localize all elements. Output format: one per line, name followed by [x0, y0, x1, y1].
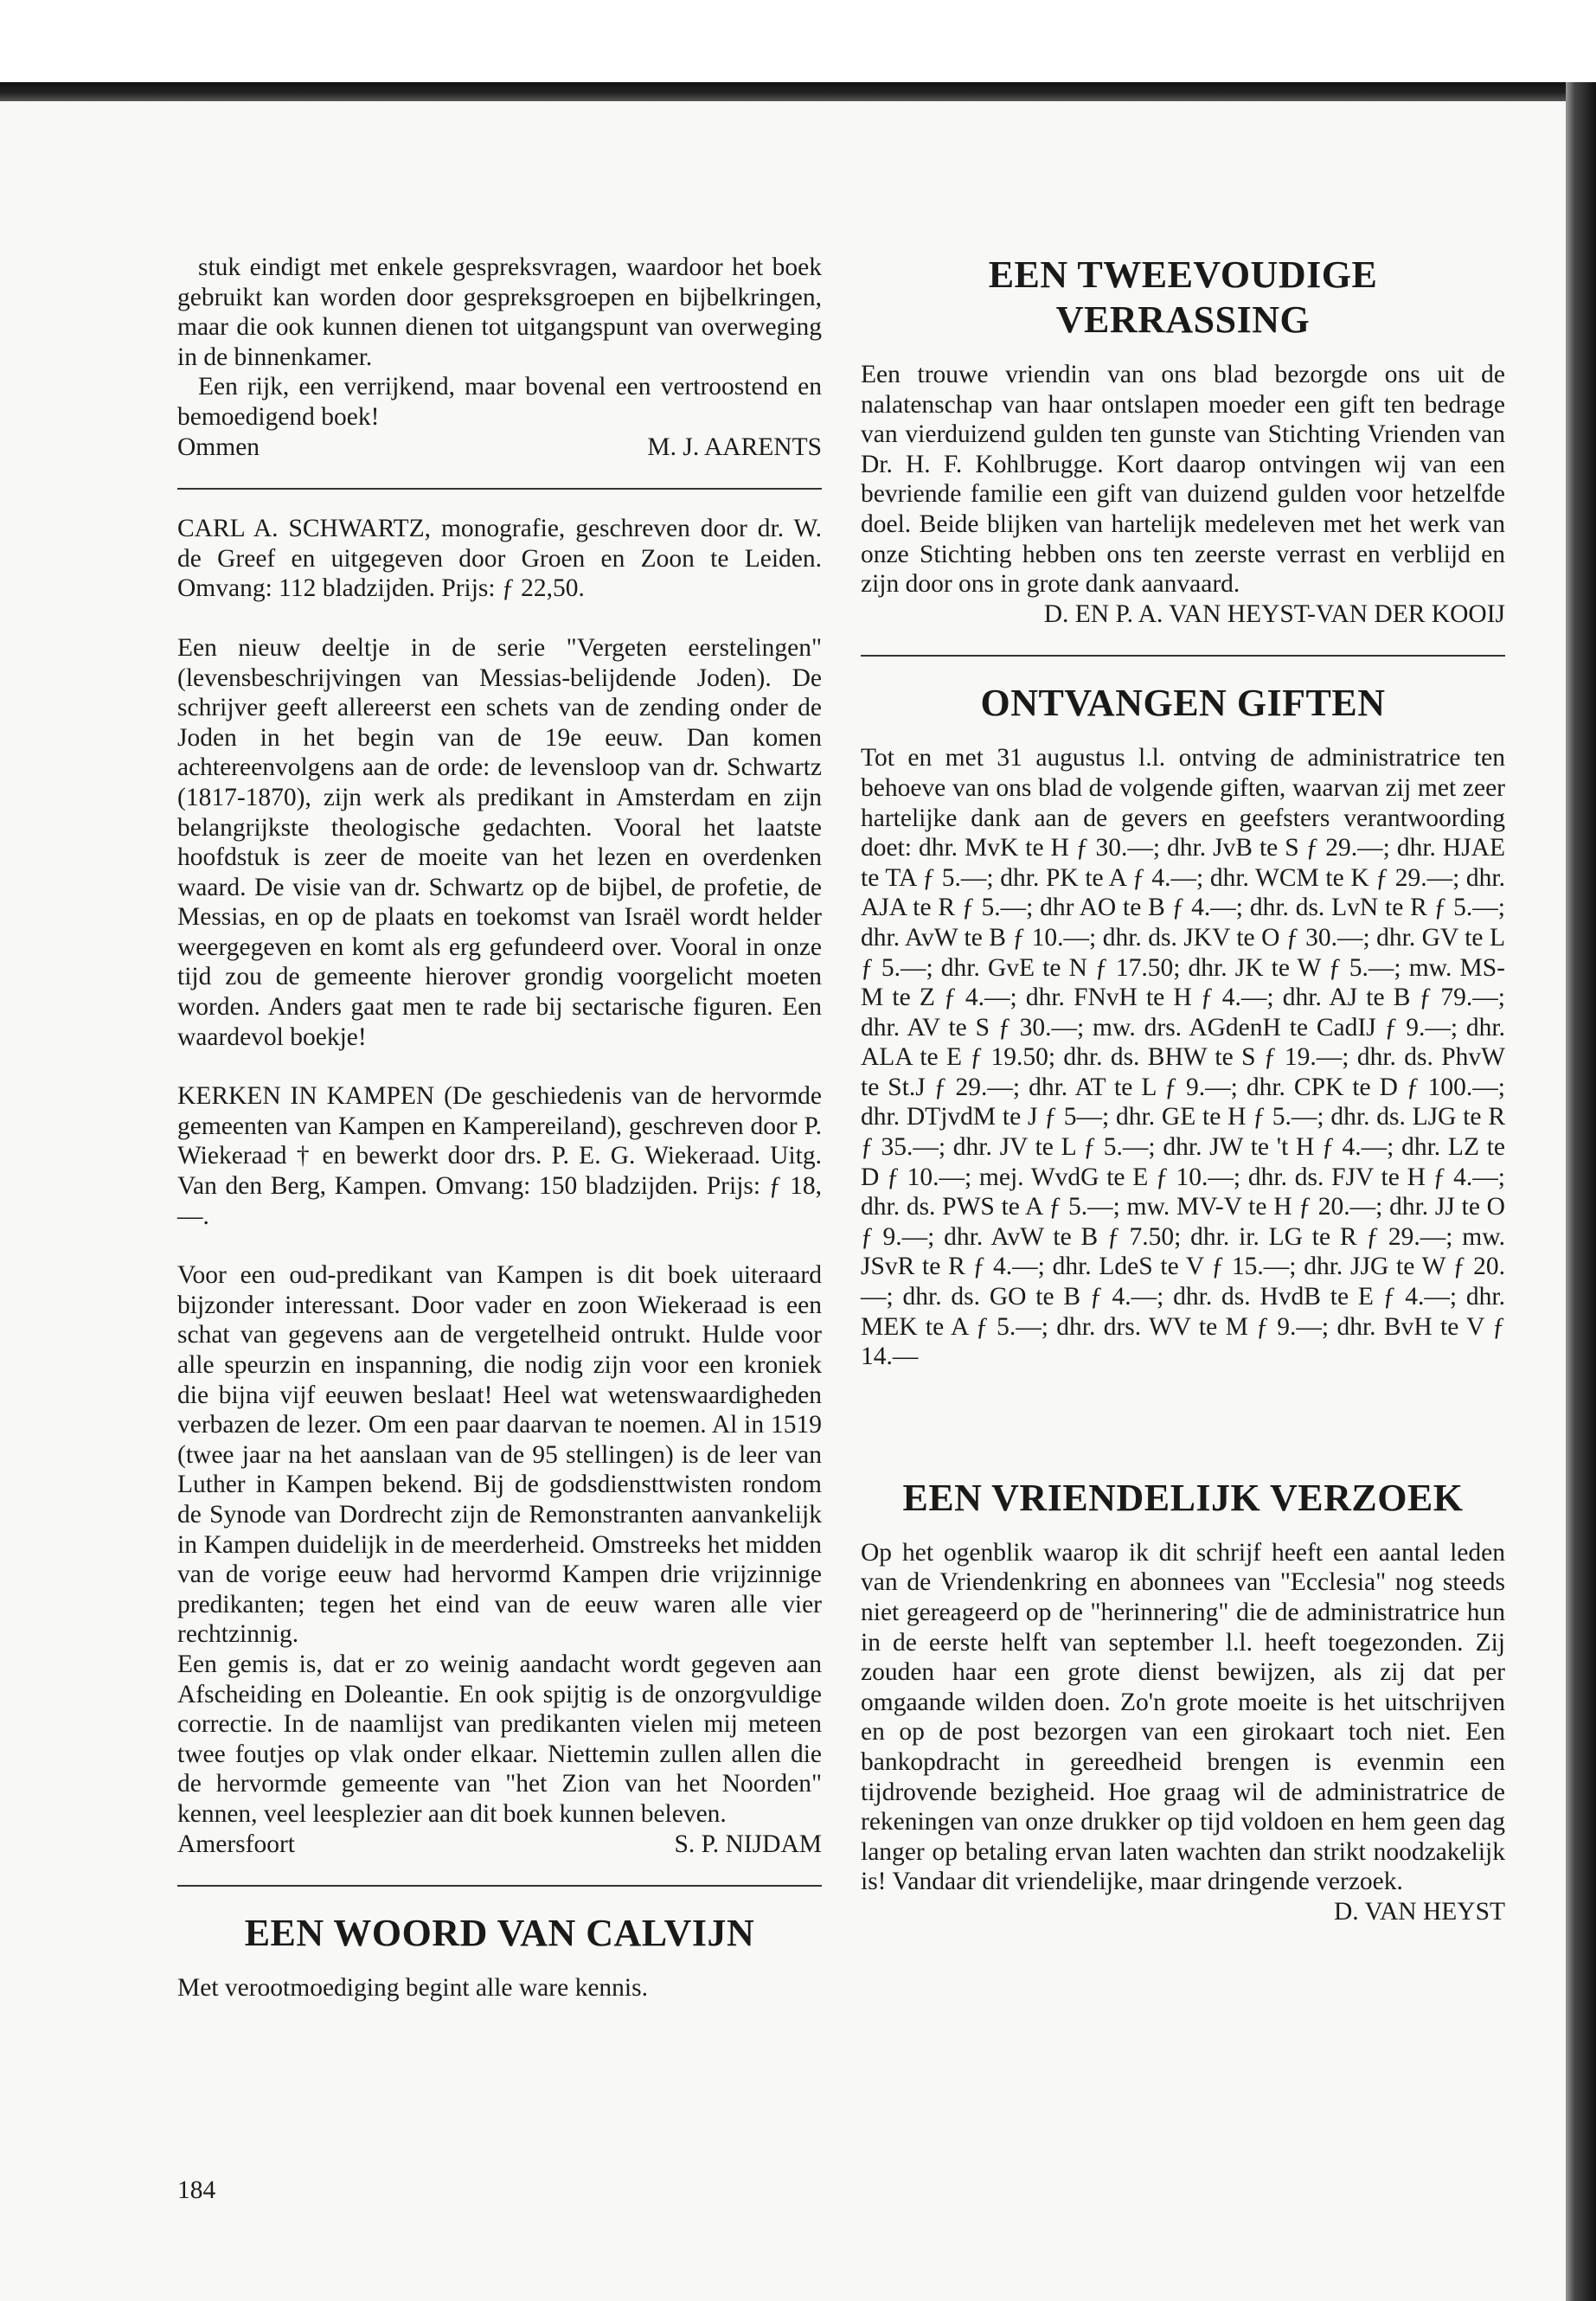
- surprise-title: EEN TWEEVOUDIGE VERRASSING: [988, 253, 1378, 341]
- left-column: [177, 253, 822, 2003]
- donations-list: Tot en met 31 augustus l.l. ontving de administratrice ten behoeve van ons blad de volgende giften, waarvan zij met zeer hartelijke dank aan de gevers en geefsters verantwoording doet: dhr. MvK te H ƒ 30.—; dhr. JvB te S ƒ 29.—; dhr. HJAE te TA ƒ 5.—; dhr. PK te A ƒ 4.—; dhr. WCM te K ƒ 29.—; dhr. AJA te R ƒ 5.—; dhr AO te B ƒ 4.—; dhr. ds. LvN te R ƒ 5.—; dhr. AvW te B ƒ 10.—; dhr. ds. JKV te O ƒ 30.—; dhr. GV te L ƒ 5.—; dhr. GvE te N ƒ 17.50; dhr. JK te W ƒ 5.—; mw. MS-M te Z ƒ 4.—; dhr. FNvH te H ƒ 4.—; dhr. AJ te B ƒ 79.—; dhr. AV te S ƒ 30.—; mw. drs. AGdenH te CadIJ ƒ 9.—; dhr. ALA te E ƒ 19.50; dhr. ds. BHW te S ƒ 19.—; dhr. ds. PhvW te St.J ƒ 29.—; dhr. AT te L ƒ 9.—; dhr. CPK te D ƒ 100.—; dhr. DTjvdM te J ƒ 5—; dhr. GE te H ƒ 5.—; dhr. ds. LJG te R ƒ 35.—; dhr. JV te L ƒ 5.—; dhr. JW te 't H ƒ 4.—; dhr. LZ te D ƒ 10.—; mej. WvdG te E ƒ 10.—; dhr. ds. FJV te H ƒ 4.—; dhr. ds. PWS te A ƒ 5.—; mw. MV-V te H ƒ 20.—; dhr. JJ te O ƒ 9.—; dhr. AvW te B ƒ 7.50; dhr. ir. LG te R ƒ 29.—; mw. JSvR te R ƒ 4.—; dhr. LdeS te V ƒ 15.—; dhr. JJG te W ƒ 20.—; dhr. ds. GO te B ƒ 4.—; dhr. ds. HvdB te E ƒ 4.—; dhr. MEK te A ƒ 5.—; dhr. drs. WV te M ƒ 9.—; dhr. BvH te V ƒ 14.—: [861, 744, 1505, 1371]
- review2-heading: CARL A. SCHWARTZ, monografie, geschreven door dr. W. de Greef en uitgegeven door Groen en Zoon te Leiden. Omvang: 112 bladzijden. Prijs: ƒ 22,50.: [177, 515, 822, 603]
- surprise-body: Een trouwe vriendin van ons blad bezorgde ons uit de nalatenschap van haar ontslapen moeder een gift ten bedrage van vierduizend gulden ten gunste van Stichting Vrienden van Dr. H. F. Kohlbrugge. Kort daarop ontvingen wij van een bevriende familie een gift van duizend gulden voor hetzelfde doel. Beide blijken van hartelijk medeleven met het werk van onze Stichting hebben ons ten zeerste verrast en verblijd en zijn door ons in grote dank aanvaard.: [861, 361, 1505, 599]
- magazine-page: [0, 101, 1566, 2301]
- review3-heading: KERKEN IN KAMPEN (De geschiedenis van de hervormde gemeenten van Kampen en Kampereiland), geschreven door P. Wiekeraad † en bewerkt door drs. P. E. G. Wiekeraad. Uitg. Van den Berg, Kampen. Omvang: 150 bladzijden. Prijs: ƒ 18,—.: [177, 1082, 822, 1230]
- review3-body-1: Voor een oud-predikant van Kampen is dit boek uiteraard bijzonder interessant. Door vader en zoon Wiekeraad is een schat van gegevens aan de vergetelheid ontrukt. Hulde voor alle speurzin en inspanning, die nodig zijn voor een kroniek die bijna vijf eeuwen beslaat! Heel wat wetenswaardigheden verbazen de lezer. Om een paar daarvan te noemen. Al in 1519 (twee jaar na het aanslaan van de 95 stellingen) is de leer van Luther in Kampen bekend. Bij de godsdiensttwisten rondom de Synode van Dordrecht zijn de Remonstranten aanvankelijk in Kampen duidelijk in de meerderheid. Omstreeks het midden van de vorige eeuw had hervormd Kampen drie vrijzinnige predikanten; tegen het eind van de eeuw waren alle vier rechtzinnig.: [177, 1261, 822, 1649]
- scan-edge-top: [0, 82, 1596, 101]
- right-column: [861, 253, 1505, 1927]
- request-title: EEN VRIENDELIJK VERZOEK: [902, 1476, 1464, 1519]
- review3-place: Amersfoort: [177, 1830, 295, 1858]
- scan-edge-right: [1566, 82, 1596, 2301]
- review1-place: Ommen: [177, 433, 260, 461]
- review1-author: M. J. AARENTS: [647, 433, 822, 461]
- page-number: 184: [177, 2176, 216, 2204]
- divider: [861, 655, 1505, 657]
- request-body: Op het ogenblik waarop ik dit schrijf heeft een aantal leden van de Vriendenkring en abonnees van "Ecclesia" nog steeds niet gereageerd op de "herinnering" die de administratrice hun in de eerste helft van september l.l. heeft toegezonden. Zij zouden haar een grote dienst bewijzen, als zij dat per omgaande wilden doen. Zo'n grote moeite is het uitschrijven en op de post bezorgen van een girokaart toch niet. Een bankopdracht in gereedheid brengen is evenmin een tijdrovende bezigheid. Hoe graag wil de administratrice de rekeningen van onze drukker op tijd voldoen en hem geen dag langer op betaling ervan laten wachten dan strikt noodzakelijk is! Vandaar dit vriendelijke, maar dringende verzoek.: [861, 1538, 1505, 1896]
- review3-author: S. P. NIJDAM: [674, 1830, 822, 1858]
- review1-paragraph: stuk eindigt met enkele gespreksvragen, waardoor het boek gebruikt kan worden door gespreksgroepen en bijbelkringen, maar die ook kunnen dienen tot uitgangspunt van overweging in de binnenkamer.: [177, 253, 822, 371]
- calvin-quote: Met verootmoediging begint alle ware kennis.: [177, 1974, 648, 2003]
- calvin-title: EEN WOORD VAN CALVIJN: [244, 1912, 755, 1955]
- request-signature: D. VAN HEYST: [1333, 1897, 1505, 1926]
- review3-signature: [177, 1830, 822, 1860]
- review1-signature: [177, 433, 822, 463]
- review1-conclusion: Een rijk, een verrijkend, maar bovenal een vertroostend en bemoedigend boek!: [177, 373, 822, 431]
- surprise-signature: D. EN P. A. VAN HEYST-VAN DER KOOIJ: [1043, 599, 1505, 628]
- divider: [177, 488, 822, 490]
- review2-body: Een nieuw deeltje in de serie "Vergeten eerstelingen" (levensbeschrijvingen van Messias-belijdende Joden). De schrijver geeft allereerst een schets van de zending onder de Joden in het begin van de 19e eeuw. Dan komen achtereenvolgens aan de orde: de levensloop van dr. Schwartz (1817-1870), zijn werk als predikant in Amsterdam en zijn belangrijkste theologische gedachten. Vooral het laatste hoofdstuk is zeer de moeite van het lezen en overdenken waard. De visie van dr. Schwartz op de bijbel, de profetie, de Messias, en op de plaats en toekomst van Israël wordt helder weergegeven en komt als erg gefundeerd over. Vooral in onze tijd zou de gemeente hierover grondig voorgelicht moeten worden. Anders gaat men te rade bij sectarische figuren. Een waardevol boekje!: [177, 633, 822, 1051]
- donations-title: ONTVANGEN GIFTEN: [980, 682, 1386, 725]
- divider: [177, 1885, 822, 1887]
- review3-body-2: Een gemis is, dat er zo weinig aandacht wordt gegeven aan Afscheiding en Doleantie. En ook spijtig is de onzorgvuldige correctie. In de naamlijst van predikanten vielen mij meteen twee foutjes op vlak onder elkaar. Niettemin zullen allen die de hervormde gemeente van "het Zion van het Noorden" kennen, veel leesplezier aan dit boek kunnen beleven.: [177, 1650, 822, 1828]
